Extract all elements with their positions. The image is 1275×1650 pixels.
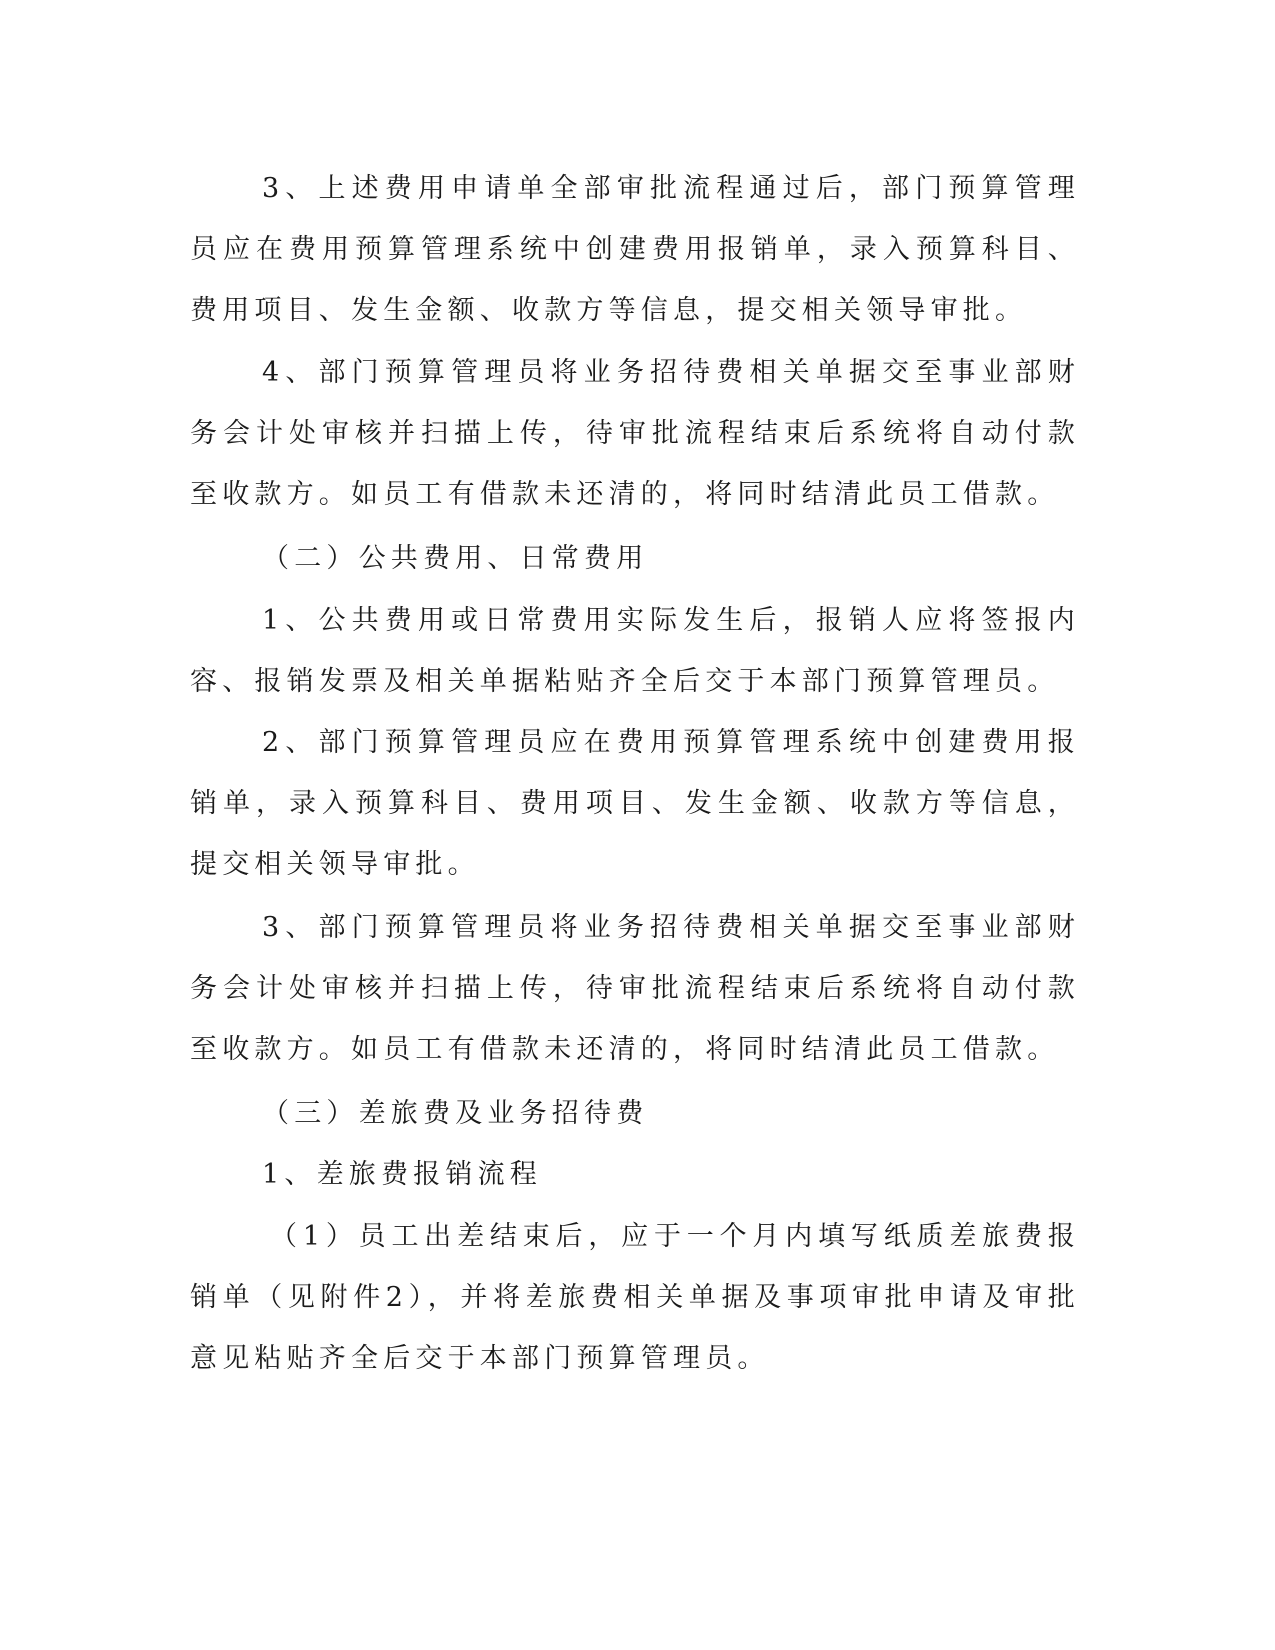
paragraph-expense-claim-step-3: 3、上述费用申请单全部审批流程通过后，部门预算管理员应在费用预算管理系统中创建费用报销单，录入预算科目、费用项目、发生金额、收款方等信息，提交相关领导审批。	[190, 173, 1080, 326]
section-heading-travel-entertainment: （三）差旅费及业务招待费	[262, 1098, 649, 1129]
paragraph-travel-step-1: （1）员工出差结束后，应于一个月内填写纸质差旅费报销单（见附件2），并将差旅费相关单据及事项审批申请及审批意见粘贴齐全后交于本部门预算管理员。	[190, 1221, 1080, 1374]
section-heading-public-daily-expenses: （二）公共费用、日常费用	[262, 543, 649, 574]
paragraph-public-expense-step-3: 3、部门预算管理员将业务招待费相关单据交至事业部财务会计处审核并扫描上传，待审批流程结束后系统将自动付款至收款方。如员工有借款未还清的，将同时结清此员工借款。	[190, 912, 1080, 1065]
paragraph-expense-claim-step-4: 4、部门预算管理员将业务招待费相关单据交至事业部财务会计处审核并扫描上传，待审批流程结束后系统将自动付款至收款方。如员工有借款未还清的，将同时结清此员工借款。	[190, 357, 1080, 510]
subheading-travel-reimbursement-process: 1、差旅费报销流程	[262, 1159, 542, 1190]
paragraph-public-expense-step-2: 2、部门预算管理员应在费用预算管理系统中创建费用报销单，录入预算科目、费用项目、发生金额、收款方等信息，提交相关领导审批。	[190, 727, 1080, 880]
paragraph-public-expense-step-1: 1、公共费用或日常费用实际发生后，报销人应将签报内容、报销发票及相关单据粘贴齐全后交于本部门预算管理员。	[190, 605, 1080, 697]
